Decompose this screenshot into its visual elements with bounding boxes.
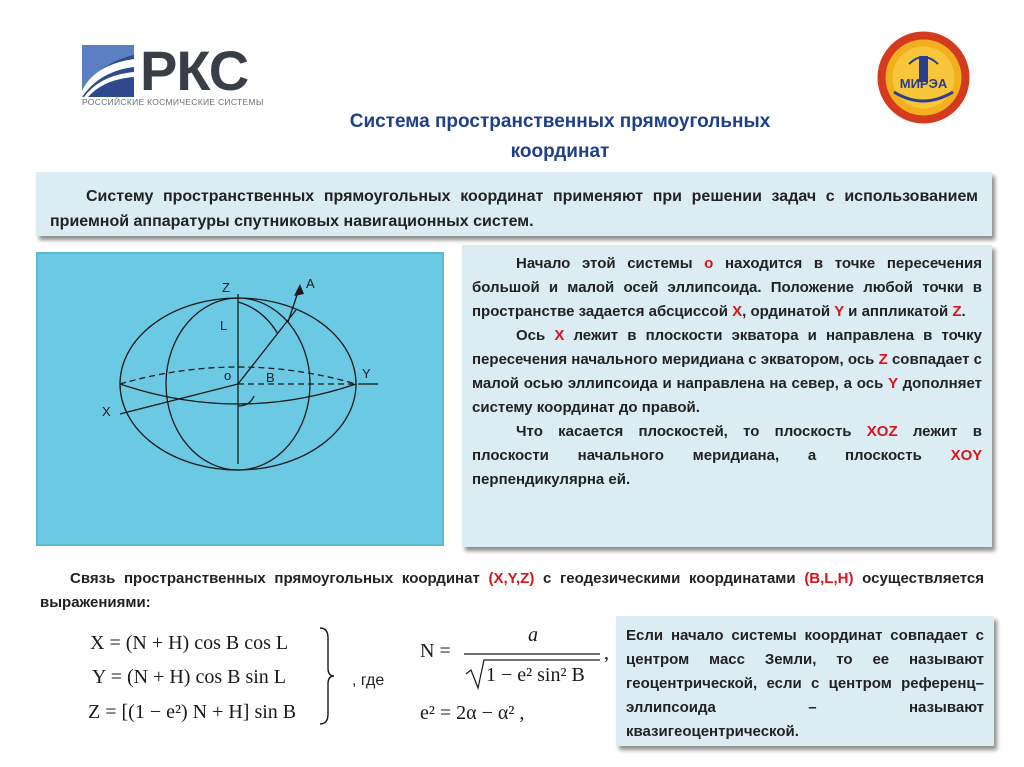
formula-n-block xyxy=(400,620,620,730)
logo-subtitle: РОССИЙСКИЕ КОСМИЧЕСКИЕ СИСТЕМЫ xyxy=(82,97,264,107)
formula-e2: e² = 2α − α² , xyxy=(420,702,525,724)
title-line-2: координат xyxy=(510,141,610,162)
where-label: , где xyxy=(352,672,385,689)
label-x: X xyxy=(102,404,111,419)
label-a: A xyxy=(306,276,315,291)
note-box xyxy=(616,616,994,746)
label-b: B xyxy=(266,370,275,385)
page-title xyxy=(300,107,820,167)
formula-x: X = (N + H) cos B cos L xyxy=(90,632,289,654)
ellipsoid-figure xyxy=(38,254,442,544)
meridian-arc xyxy=(238,302,278,334)
mirea-emblem-icon xyxy=(876,30,971,125)
description-box xyxy=(462,245,992,547)
label-y: Y xyxy=(362,366,371,381)
title-line-1: Система пространственных прямоугольных xyxy=(349,111,771,132)
formula-n-numerator: a xyxy=(528,624,538,646)
emblem-label: МИРЭА xyxy=(899,76,948,91)
normal-arrowhead xyxy=(294,284,304,296)
intro-text: Систему пространственных прямоугольных координат применяют при решении задач с использованием приемной аппаратуры спутниковых навигационных систем. xyxy=(50,188,978,230)
formula-xyz-block xyxy=(60,620,400,730)
formula-n-denominator: 1 − e² sin² B xyxy=(486,664,585,686)
formula-n-comma: , xyxy=(604,642,609,664)
rks-logo-icon xyxy=(82,45,134,97)
intro-box xyxy=(36,172,992,236)
x-axis-line xyxy=(120,384,238,414)
formula-y: Y = (N + H) cos B sin L xyxy=(92,666,287,688)
formula-n-lhs: N = xyxy=(420,640,451,662)
relation-text: Связь пространственных прямоугольных координат (X,Y,Z) с геодезическими координатами (B,L,H) осуществляется выражениями: xyxy=(40,570,984,611)
origin-o: o xyxy=(704,255,714,272)
logo-text: РКС xyxy=(140,39,249,102)
formula-z: Z = [(1 − e²) N + H] sin B xyxy=(88,701,297,723)
description-p1: Начало этой системы o находится в точке пересечения большой и малой осей эллипсоида. Положение любой точки в пространстве задается абсциссой X, ординатой Y и аппликатой Z. xyxy=(472,255,982,320)
note-text: Если начало системы координат совпадает с центром масс Земли, то ее называют геоцентрической, если с центром референц–эллипсоида – называют квазигеоцентрической. xyxy=(626,627,984,740)
ellipsoid-diagram xyxy=(36,252,444,546)
description-p2: Ось X лежит в плоскости экватора и направлена в точку пересечения начального меридиана с экватором, ось Z совпадает с малой осью эллипсоида и направлена на север, а ось Y дополняет систему координат до правой. xyxy=(472,327,982,416)
label-o: o xyxy=(224,368,232,383)
label-l: L xyxy=(220,318,228,333)
curly-brace-icon xyxy=(318,626,336,726)
description-p3: Что касается плоскостей, то плоскость XOZ лежит в плоскости начального меридиана, а плоскость XOY перпендикулярна ей. xyxy=(472,423,982,488)
label-z: Z xyxy=(222,280,230,295)
